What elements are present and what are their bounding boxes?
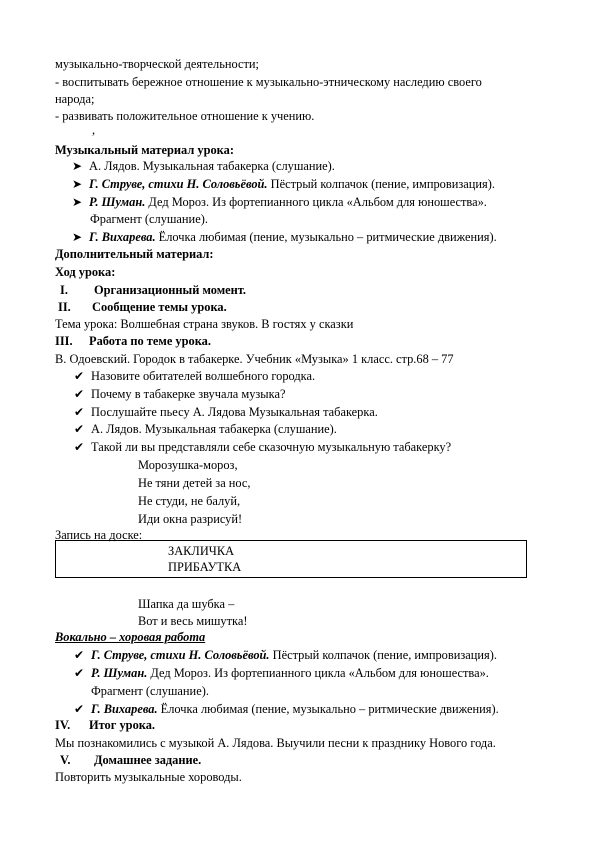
question-item: ✔ Послушайте пьесу А. Лядова Музыкальная табакерка.	[74, 405, 378, 419]
arrow-bullet-icon: ➤	[72, 230, 83, 244]
song-item-continuation: Фрагмент (слушание).	[91, 684, 209, 698]
checkmark-icon: ✔	[74, 422, 85, 436]
poem2-line: Шапка да шубка –	[138, 597, 235, 611]
goal-line-1: музыкально-творческой деятельности;	[55, 57, 259, 71]
section-1: I. Организационный момент.	[60, 283, 247, 297]
checkmark-icon: ✔	[74, 387, 85, 401]
board-label: Запись на доске:	[55, 528, 143, 542]
lesson-summary: Мы познакомились с музыкой А. Лядова. Выучили песни к празднику Нового года.	[55, 736, 496, 750]
poem-line: Не тяни детей за нос,	[138, 476, 251, 490]
lesson-source: В. Одоевский. Городок в табакерке. Учебник «Музыка» 1 класс. стр.68 – 77	[55, 352, 454, 366]
checkmark-icon: ✔	[74, 405, 85, 419]
lesson-heading: Ход урока:	[55, 265, 116, 279]
section-3: III. Работа по теме урока.	[55, 334, 211, 348]
goal-line-4: - развивать положительное отношение к учению.	[55, 109, 315, 123]
checkmark-icon: ✔	[74, 648, 85, 662]
board-entry: ЗАКЛИЧКА	[168, 544, 235, 558]
arrow-bullet-icon: ➤	[72, 195, 83, 209]
poem-line: Не студи, не балуй,	[138, 494, 241, 508]
goal-line-3: народа;	[55, 92, 95, 106]
section-4: IV. Итог урока.	[55, 718, 156, 732]
board-entry: ПРИБАУТКА	[168, 560, 242, 574]
board-box	[55, 540, 527, 578]
arrow-bullet-icon: ➤	[72, 159, 83, 173]
choral-heading: Вокально – хоровая работа	[55, 630, 206, 644]
checkmark-icon: ✔	[74, 440, 85, 454]
section-5: V. Домашнее задание.	[60, 753, 202, 767]
checkmark-icon: ✔	[74, 666, 85, 680]
poem-line: Иди окна разрисуй!	[138, 512, 243, 526]
material-item: ➤ Г. Струве, стихи Н. Соловьёвой. Пёстрый колпачок (пение, импровизация).	[72, 177, 495, 191]
section-2: II. Сообщение темы урока.	[58, 300, 227, 314]
question-item: ✔ А. Лядов. Музыкальная табакерка (слушание).	[74, 422, 337, 436]
material-heading: Музыкальный материал урока:	[55, 143, 234, 157]
material-item: ➤ Р. Шуман. Дед Мороз. Из фортепианного цикла «Альбом для юношества».	[72, 195, 487, 209]
song-item: ✔ Г. Струве, стихи Н. Соловьёвой. Пёстрый колпачок (пение, импровизация).	[74, 648, 497, 662]
arrow-bullet-icon: ➤	[72, 177, 83, 191]
poem-line: Морозушка-мороз,	[138, 458, 238, 472]
material-item: ➤ А. Лядов. Музыкальная табакерка (слушание).	[72, 159, 335, 173]
homework: Повторить музыкальные хороводы.	[55, 770, 242, 784]
poem2-line: Вот и весь мишутка!	[138, 614, 248, 628]
goal-line-2: - воспитывать бережное отношение к музыкально-этническому наследию своего	[55, 75, 482, 89]
checkmark-icon: ✔	[74, 702, 85, 716]
extra-material-heading: Дополнительный материал:	[55, 247, 214, 261]
material-item-continuation: Фрагмент (слушание).	[90, 212, 208, 226]
question-item: ✔ Почему в табакерке звучала музыка?	[74, 387, 286, 401]
question-item: ✔ Назовите обитателей волшебного городка.	[74, 369, 316, 383]
material-item: ➤ Г. Вихарева. Ёлочка любимая (пение, музыкально – ритмические движения).	[72, 230, 497, 244]
question-item: ✔ Такой ли вы представляли себе сказочную музыкальную табакерку?	[74, 440, 452, 454]
stray-mark: ,	[92, 123, 96, 137]
song-item: ✔ Г. Вихарева. Ёлочка любимая (пение, музыкально – ритмические движения).	[74, 702, 499, 716]
lesson-topic: Тема урока: Волшебная страна звуков. В гостях у сказки	[55, 317, 354, 331]
checkmark-icon: ✔	[74, 369, 85, 383]
song-item: ✔ Р. Шуман. Дед Мороз. Из фортепианного цикла «Альбом для юношества».	[74, 666, 489, 680]
